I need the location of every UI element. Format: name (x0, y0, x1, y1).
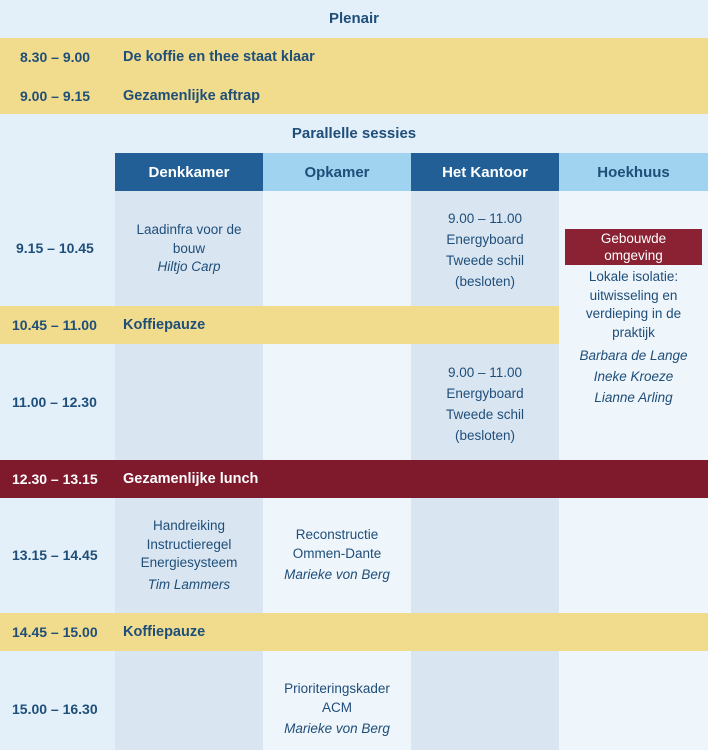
cell-s4-denkkamer (115, 651, 263, 750)
hoekhuus-speaker2: Ineke Kroeze (593, 369, 674, 384)
lunch-label: Gezamenlijke lunch (123, 471, 259, 487)
slot2-kantoor-line2: Energyboard (446, 386, 524, 401)
cell-s3-hoekhuus (559, 498, 708, 613)
slot3-opkamer-line2: Ommen-Dante (292, 545, 382, 561)
slot1-kantoor-line3: Tweede schil (445, 253, 525, 268)
column-header-opkamer: Opkamer (263, 153, 411, 191)
slot2-kantoor-line4: (besloten) (454, 428, 516, 443)
column-header-denkkamer: Denkkamer (115, 153, 263, 191)
cell-s2-opkamer (263, 344, 411, 460)
plenair-row-coffee-time: 8.30 – 9.00 (20, 49, 91, 65)
slot3-denkkamer-speaker: Tim Lammers (147, 576, 231, 592)
hoekhuus-speaker1: Barbara de Lange (579, 348, 688, 363)
column-header-hoekhuus: Hoekhuus (559, 153, 708, 191)
slot4-opkamer-line2: ACM (322, 699, 352, 715)
slot1-kantoor-line4: (besloten) (454, 274, 516, 289)
break2-band (0, 613, 708, 651)
cell-s3-kantoor (411, 498, 559, 613)
slot1-denkkamer-line1: Laadinfra voor de (136, 222, 242, 237)
slot3-denkkamer-line1: Handreiking (152, 518, 226, 533)
hoekhuus-tag-line2: omgeving (604, 248, 663, 263)
hoekhuus-speaker3: Lianne Arling (594, 390, 673, 405)
slot3-denkkamer-session (115, 517, 263, 594)
lunch-band (0, 460, 708, 498)
slot3-opkamer-line1: Reconstructie (295, 527, 379, 542)
slot2-time: 11.00 – 12.30 (12, 394, 97, 410)
slot1-time: 9.15 – 10.45 (16, 240, 94, 256)
plenair-row-coffee (0, 38, 708, 114)
hoekhuus-line2: uitwisseling en (589, 287, 678, 303)
hoekhuus-session (559, 268, 708, 408)
hoekhuus-line3: verdieping in de (585, 306, 682, 321)
slot3-opkamer-speaker: Marieke von Berg (284, 567, 390, 582)
cell-s1-opkamer (263, 191, 411, 306)
hoekhuus-tag (565, 229, 702, 265)
break1-label: Koffiepauze (123, 317, 206, 333)
slot3-denkkamer-line2: Instructieregel (146, 536, 232, 552)
slot4-time: 15.00 – 16.30 (12, 701, 98, 717)
break1-time: 10.45 – 11.00 (12, 317, 97, 333)
lunch-time: 12.30 – 13.15 (12, 471, 98, 487)
break2-label: Koffiepauze (123, 624, 206, 640)
cell-s4-hoekhuus (559, 651, 708, 750)
plenair-title: Plenair (328, 10, 380, 27)
parallel-title: Parallelle sessies (291, 125, 417, 142)
slot3-time: 13.15 – 14.45 (12, 547, 98, 563)
slot1-denkkamer-session (115, 221, 263, 277)
slot4-opkamer-line1: Prioriteringskader (284, 681, 390, 696)
slot2-kantoor-line3: Tweede schil (445, 407, 525, 422)
slot1-kantoor-line2: Energyboard (446, 232, 524, 247)
plenair-row-kickoff-time: 9.00 – 9.15 (20, 88, 91, 104)
hoekhuus-line1: Lokale isolatie: (588, 269, 679, 284)
slot1-denkkamer-speaker: Hiltjo Carp (157, 259, 221, 274)
slot1-kantoor-session (411, 208, 559, 292)
cell-s4-kantoor (411, 651, 559, 750)
slot4-opkamer-session (263, 680, 411, 739)
slot1-kantoor-line1: 9.00 – 11.00 (447, 211, 523, 226)
hoekhuus-line4: praktijk (612, 324, 655, 340)
plenair-row-kickoff-label: Gezamenlijke aftrap (123, 88, 260, 104)
slot2-kantoor-line1: 9.00 – 11.00 (447, 365, 523, 380)
column-header-het-kantoor: Het Kantoor (411, 153, 559, 191)
slot1-denkkamer-line2: bouw (172, 240, 206, 256)
plenair-row-coffee-label: De koffie en thee staat klaar (123, 49, 315, 65)
hoekhuus-tag-line1: Gebouwde (600, 231, 667, 246)
cell-s2-denkkamer (115, 344, 263, 460)
slot4-opkamer-speaker: Marieke von Berg (284, 721, 390, 736)
slot3-opkamer-session (263, 526, 411, 585)
slot2-kantoor-session (411, 362, 559, 446)
break2-time: 14.45 – 15.00 (12, 624, 98, 640)
slot3-denkkamer-line3: Energiesysteem (140, 555, 238, 570)
